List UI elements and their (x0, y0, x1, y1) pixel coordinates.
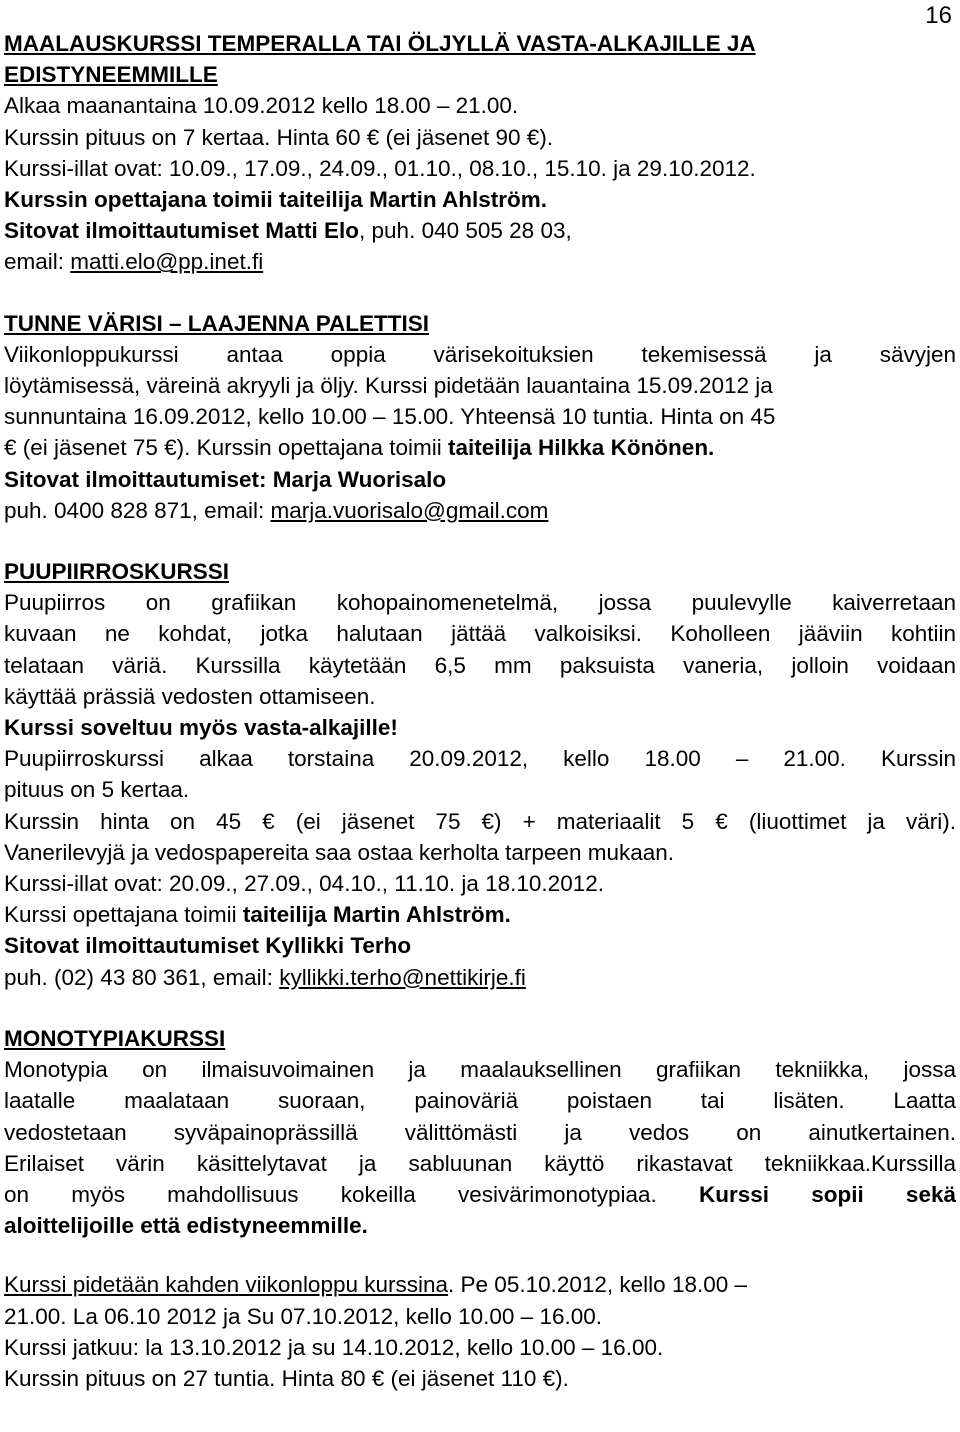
text-line: käyttää prässiä vedosten ottamiseen. (4, 683, 376, 709)
text-line: telataan väriä. Kurssilla käytetään 6,5 mm paksuista vaneria, jolloin voidaan (4, 652, 956, 678)
teacher-line: Kurssin opettajana toimii taiteilija Martin Ahlström. (4, 187, 547, 213)
text-line: löytämisessä, väreinä akryyli ja öljy. Kurssi pidetään lauantaina 15.09.2012 ja (4, 373, 773, 399)
text-line: Puupiirros on grafiikan kohopainomenetelmä, jossa puulevylle kaiverretaan (4, 590, 956, 616)
registration-line (4, 215, 956, 246)
highlight-line: Kurssi soveltuu myös vasta-alkajille! (4, 715, 398, 741)
text-line: Kurssin hinta on 45 € (ei jäsenet 75 €) + materiaalit 5 € (liuottimet ja väri). (4, 808, 956, 834)
teacher-name: taiteilija Hilkka Könönen. (448, 435, 715, 461)
text-line (4, 1179, 956, 1210)
schedule-text: . Pe 05.10.2012, kello 18.00 – (448, 1272, 748, 1298)
text-span: Kurssi opettajana toimii (4, 902, 243, 928)
section-title: PUUPIIRROSKURSSI (4, 559, 230, 585)
email-line (4, 495, 956, 526)
registration-line: Sitovat ilmoittautumiset Kyllikki Terho (4, 933, 412, 959)
text-line: Monotypia on ilmaisuvoimainen ja maalauksellinen grafiikan tekniikka, jossa (4, 1057, 956, 1083)
text-span: on myös mahdollisuus kokeilla vesivärimonotypiaa. (4, 1181, 699, 1207)
email-link[interactable]: kyllikki.terho@nettikirje.fi (279, 964, 526, 990)
text-line: Kurssin pituus on 7 kertaa. Hinta 60 € (ei jäsenet 90 €). (4, 124, 554, 150)
section-color-course (4, 308, 956, 526)
email-label: email: (4, 249, 71, 275)
email-line (4, 246, 956, 277)
section-title: MAALAUSKURSSI TEMPERALLA TAI ÖLJYLLÄ VASTA-ALKAJILLE JA (4, 31, 756, 56)
page-number: 16 (925, 2, 952, 29)
text-line: 21.00. La 06.10 2012 ja Su 07.10.2012, kello 10.00 – 16.00. (4, 1303, 602, 1329)
text-line: laatalle maalataan suoraan, painoväriä poistaen tai lisäten. Laatta (4, 1088, 956, 1114)
text-line: Kurssin pituus on 27 tuntia. Hinta 80 € (ei jäsenet 110 €). (4, 1365, 569, 1391)
text-line: kuvaan ne kohdat, jotka halutaan jättää valkoisiksi. Koholleen jääviin kohtiin (4, 621, 956, 647)
text-line: vedostetaan syväpainoprässillä välittömästi ja vedos on ainutkertainen. (4, 1119, 956, 1145)
email-link[interactable]: matti.elo@pp.inet.fi (70, 249, 264, 275)
text-line: Kurssi-illat ovat: 10.09., 17.09., 24.09., 01.10., 08.10., 15.10. ja 29.10.2012. (4, 155, 756, 181)
phone-text: puh. 0400 828 871, email: (4, 497, 271, 523)
text-line: Kurssi-illat ovat: 20.09., 27.09., 04.10., 11.10. ja 18.10.2012. (4, 871, 604, 897)
highlight-span: Kurssi sopii sekä (699, 1181, 956, 1207)
text-line (4, 432, 956, 463)
text-line: Erilaiset värin käsittelytavat ja sabluunan käyttö rikastavat tekniikkaa.Kurssilla (4, 1150, 956, 1176)
text-line: Alkaa maanantaina 10.09.2012 kello 18.00 – 21.00. (4, 93, 519, 119)
phone-text: puh. (02) 43 80 361, email: (4, 964, 280, 990)
text-line: sunnuntaina 16.09.2012, kello 10.00 – 15.00. Yhteensä 10 tuntia. Hinta on 45 (4, 404, 776, 430)
text-line: Puupiirroskurssi alkaa torstaina 20.09.2012, kello 18.00 – 21.00. Kurssin (4, 746, 956, 772)
registration-line: Sitovat ilmoittautumiset: Marja Wuorisalo (4, 466, 447, 492)
teacher-line (4, 899, 956, 930)
document-page (4, 0, 956, 1394)
text-line: Viikonloppukurssi antaa oppia värisekoituksien tekemisessä ja sävyjen (4, 341, 956, 367)
section-title: TUNNE VÄRISI – LAAJENNA PALETTISI (4, 310, 430, 336)
section-title: MONOTYPIAKURSSI (4, 1025, 226, 1051)
section-monotype-course (4, 1023, 956, 1394)
email-line (4, 962, 956, 993)
section-title-cont: EDISTYNEEMMILLE (4, 62, 218, 88)
text-line: pituus on 5 kertaa. (4, 777, 190, 803)
section-woodcut-course (4, 556, 956, 993)
schedule-label: Kurssi pidetään kahden viikonloppu kurssina (4, 1272, 449, 1298)
highlight-line: aloittelijoille että edistyneemmille. (4, 1213, 368, 1239)
email-link[interactable]: marja.vuorisalo@gmail.com (270, 497, 549, 523)
section-painting-course (4, 28, 956, 278)
schedule-line (4, 1269, 956, 1300)
text-span: € (ei jäsenet 75 €). Kurssin opettajana toimii (4, 435, 448, 461)
teacher-name: taiteilija Martin Ahlström. (242, 902, 511, 928)
text-line: Kurssi jatkuu: la 13.10.2012 ja su 14.10.2012, kello 10.00 – 16.00. (4, 1334, 664, 1360)
registration-label: Sitovat ilmoittautumiset Matti Elo (4, 218, 360, 244)
text-line: Vanerilevyjä ja vedospapereita saa ostaa kerholta tarpeen mukaan. (4, 839, 675, 865)
phone-text: , puh. 040 505 28 03, (359, 218, 572, 244)
